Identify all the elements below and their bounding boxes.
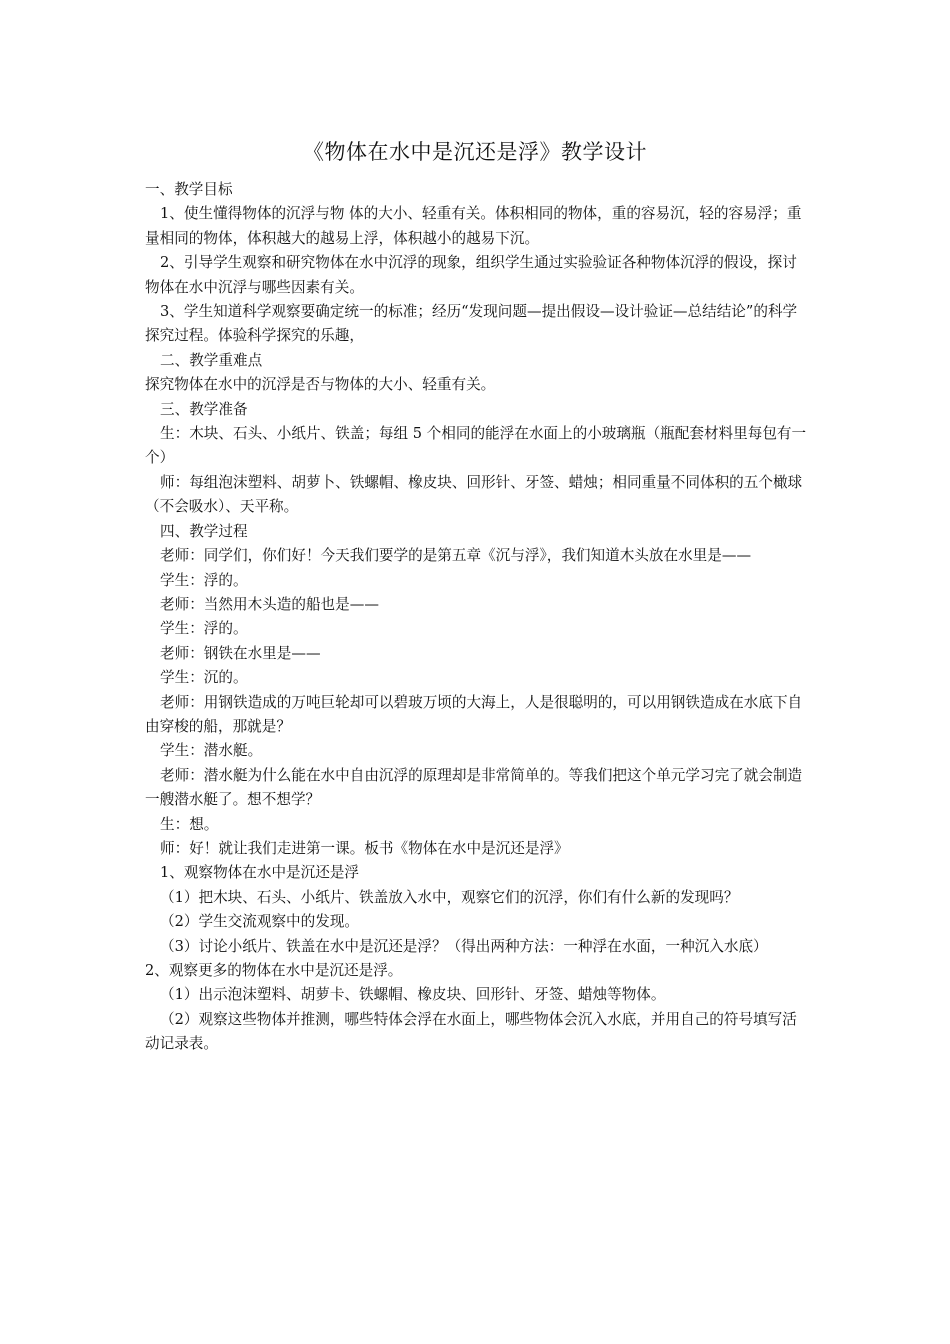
dialogue-line: 老师：钢铁在水里是—— [160, 644, 321, 662]
section-heading-key-points: 二、教学重难点 [160, 351, 263, 369]
dialogue-line: 学生：浮的。 [160, 571, 248, 589]
step-item: （2）学生交流观察中的发现。 [160, 913, 360, 931]
section-heading-process: 四、教学过程 [160, 522, 248, 540]
dialogue-line: 师：好！就让我们走进第一课。板书《物体在水中是沉还是浮》 [160, 839, 569, 857]
step-item: （1）把木块、石头、小纸片、铁盖放入水中，观察它们的沉浮，你们有什么新的发现吗？ [160, 888, 739, 906]
paragraph-objective-1: 1、使生懂得物体的沉浮与物 体的大小、轻重有关。体积相同的物体，重的容易沉，轻的容易浮；重量相同的物体，体积越大的越易上浮，体积越小的越易下沉。 [145, 205, 802, 247]
step-item: （1）出示泡沫塑料、胡萝卡、铁螺帽、橡皮块、回形针、牙签、蜡烛等物体。 [160, 986, 666, 1004]
section-heading-preparation: 三、教学准备 [160, 400, 248, 418]
paragraph-key-points: 探究物体在水中的沉浮是否与物体的大小、轻重有关。 [145, 376, 496, 394]
document-body [145, 178, 810, 1057]
paragraph-objective-3: 3、学生知道科学观察要确定统一的标准；经历“发现问题—提出假设—设计验证—总结结论”的科学探究过程。体验科学探究的乐趣， [145, 303, 798, 345]
paragraph-objective-2: 2、引导学生观察和研究物体在水中沉浮的现象，组织学生通过实验验证各种物体沉浮的假设，探讨物体在水中沉浮与哪些因素有关。 [145, 254, 797, 296]
paragraph-teacher-materials: 师：每组泡沫塑料、胡萝卜、铁螺帽、橡皮块、回形针、牙签、蜡烛；相同重量不同体积的五个橄球（不会吸水）、天平称。 [145, 473, 803, 516]
step-heading-observe: 1、观察物体在水中是沉还是浮 [160, 864, 360, 882]
dialogue-line: 学生：潜水艇。 [160, 742, 263, 760]
dialogue-line: 老师：同学们，你们好！今天我们要学的是第五章《沉与浮》，我们知道木头放在水里是—— [160, 547, 752, 565]
dialogue-line: 老师：当然用木头造的船也是—— [160, 595, 379, 613]
dialogue-line: 老师：潜水艇为什么能在水中自由沉浮的原理却是非常简单的。等我们把这个单元学习完了就会制造一艘潜水艇了。想不想学？ [145, 766, 803, 809]
dialogue-line: 学生：沉的。 [160, 669, 248, 687]
step-item: （3）讨论小纸片、铁盖在水中是沉还是浮？（得出两种方法：一种浮在水面，一种沉入水底） [160, 937, 768, 955]
step-item: （2）观察这些物体并推测，哪些特体会浮在水面上，哪些物体会沉入水底，并用自己的符号填写活动记录表。 [145, 1010, 797, 1053]
dialogue-line: 生：想。 [160, 815, 219, 833]
document-title: 《物体在水中是沉还是浮》教学设计 [303, 140, 647, 164]
section-heading-objectives: 一、教学目标 [145, 181, 233, 198]
step-heading-observe-more: 2、观察更多的物体在水中是沉还是浮。 [145, 962, 403, 979]
dialogue-line: 老师：用钢铁造成的万吨巨轮却可以碧玻万顷的大海上，人是很聪明的，可以用钢铁造成在水底下自由穿梭的船，那就是？ [145, 693, 803, 735]
paragraph-student-materials: 生：木块、石头、小纸片、铁盖；每组 5 个相同的能浮在水面上的小玻璃瓶（瓶配套材料里每包有一个） [145, 425, 807, 467]
dialogue-line: 学生：浮的。 [160, 620, 248, 638]
